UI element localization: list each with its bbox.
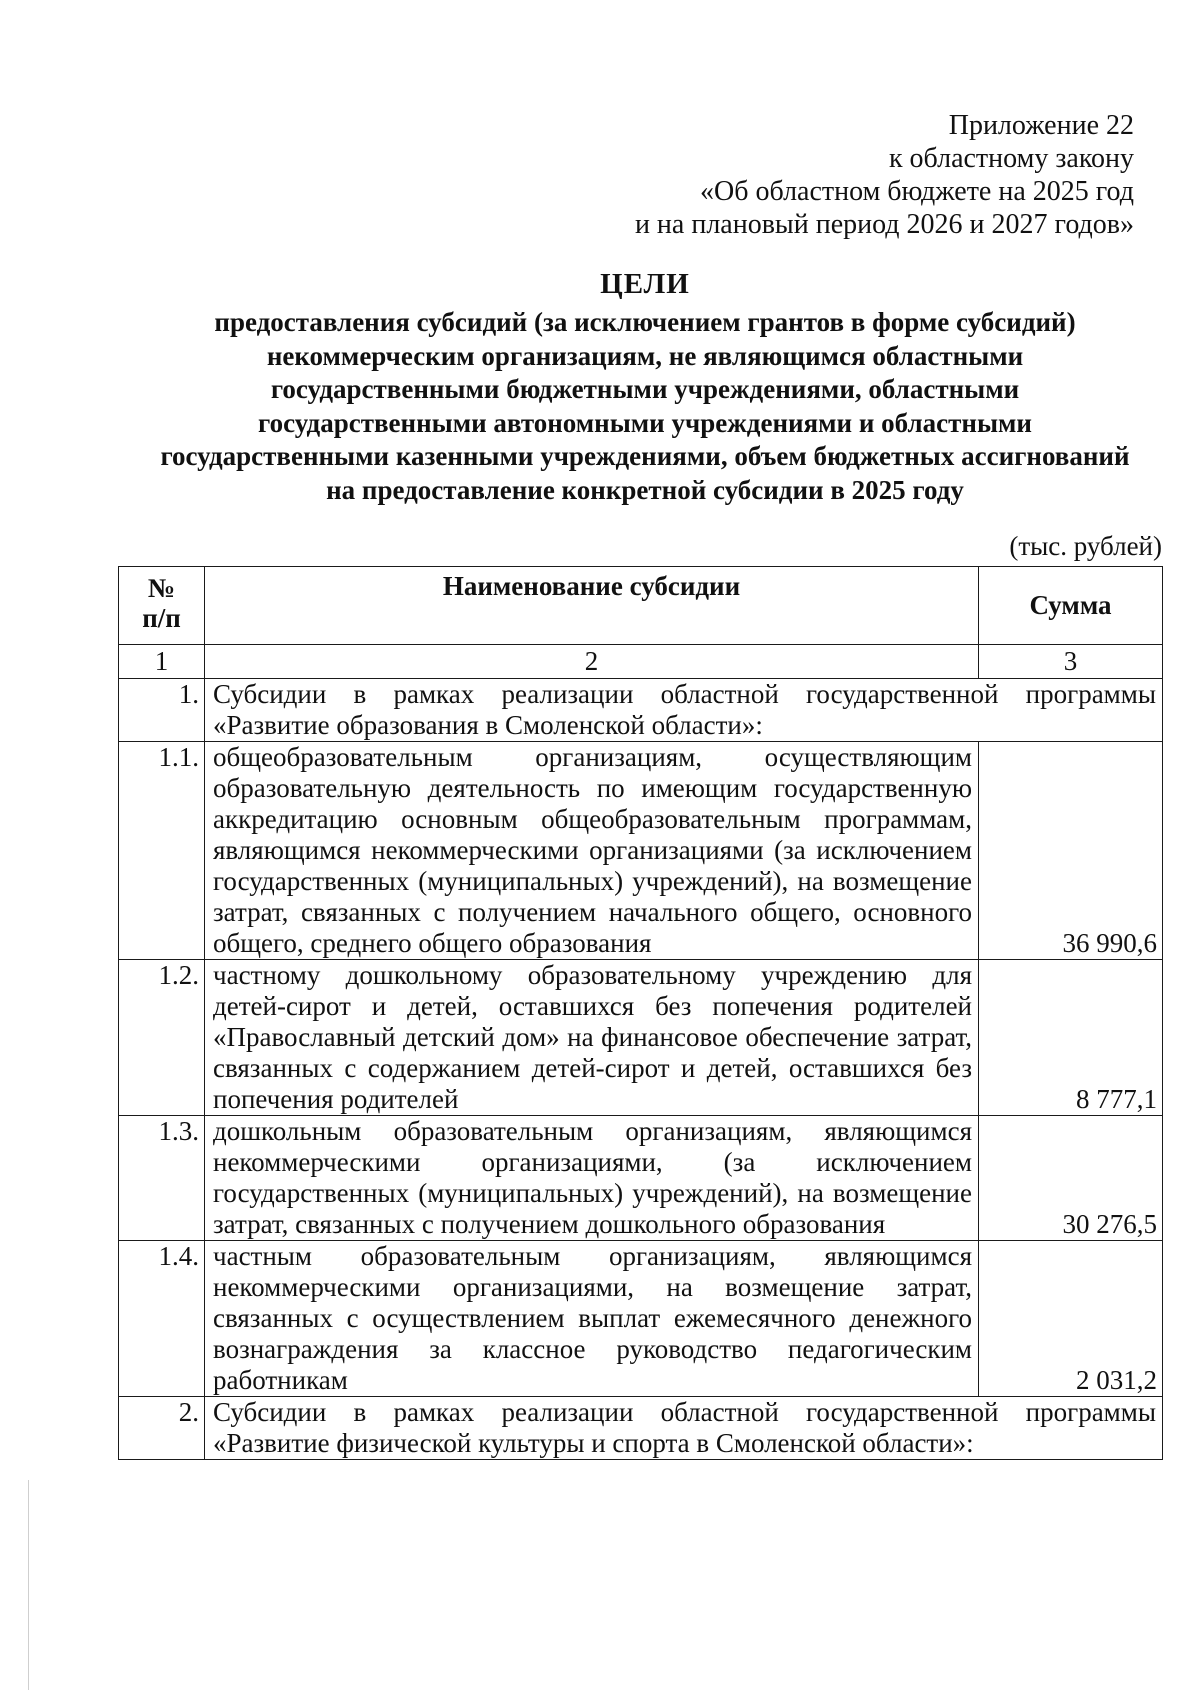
row-number: 1.1. bbox=[119, 742, 205, 960]
row-text: частному дошкольному образовательному учреждению для детей-сирот и детей, оставшихся без попечения родителей «Православный детский дом» на финансовое обеспечение затрат, связанных с содержанием детей-сирот и детей, оставшихся без попечения родителей bbox=[205, 960, 979, 1116]
row-text: частным образовательным организациям, являющимся некоммерческими организациями, на возмещение затрат, связанных с осуществлением выплат ежемесячного денежного вознаграждения за классное руководство педагогическим работникам bbox=[205, 1241, 979, 1397]
title-line: некоммерческим организациям, не являющимся областными bbox=[266, 340, 1024, 371]
row-text: Субсидии в рамках реализации областной государственной программы «Развитие образования в Смоленской области»: bbox=[205, 679, 1163, 742]
appendix-reference bbox=[635, 109, 1134, 241]
appendix-line: и на плановый период 2026 и 2027 годов» bbox=[634, 209, 1134, 240]
header-subsidy-name: Наименование субсидии bbox=[205, 567, 979, 645]
table-index-row bbox=[119, 645, 1163, 679]
row-text: общеобразовательным организациям, осуществляющим образовательную деятельность по имеющим государственную аккредитацию основным общеобразовательным программам, являющимся некоммерческими организациями (за исключением государственных (муниципальных) учреждений), на возмещение затрат, связанных с получением начального общего, основного общего, среднего общего образования bbox=[205, 742, 979, 960]
row-text: Субсидии в рамках реализации областной государственной программы «Развитие физической культуры и спорта в Смоленской области»: bbox=[205, 1397, 1163, 1460]
title-line: государственными автономными учреждениями и областными bbox=[258, 407, 1032, 438]
title-line: на предоставление конкретной субсидии в 2025 году bbox=[326, 474, 964, 505]
header-number: № п/п bbox=[119, 567, 205, 645]
row-number: 1. bbox=[119, 679, 205, 742]
row-text: дошкольным образовательным организациям, являющимся некоммерческими организациями, (за исключением государственных (муниципальных) учреждений), на возмещение затрат, связанных с получением дошкольного образования bbox=[205, 1116, 979, 1241]
row-sum: 8 777,1 bbox=[979, 960, 1163, 1116]
row-sum: 30 276,5 bbox=[979, 1116, 1163, 1241]
row-number: 1.3. bbox=[119, 1116, 205, 1241]
index-cell: 1 bbox=[119, 645, 205, 679]
table-row bbox=[119, 1397, 1163, 1460]
appendix-line: к областному закону bbox=[888, 143, 1134, 174]
header-sum: Сумма bbox=[979, 567, 1163, 645]
document-title bbox=[100, 266, 1190, 507]
title-subtitle bbox=[100, 306, 1190, 507]
row-number: 1.2. bbox=[119, 960, 205, 1116]
table-row bbox=[119, 1116, 1163, 1241]
title-line: предоставления субсидий (за исключением грантов в форме субсидий) bbox=[214, 307, 1076, 337]
appendix-line: Приложение 22 bbox=[948, 110, 1134, 141]
table-row bbox=[119, 679, 1163, 742]
table-row bbox=[119, 1241, 1163, 1397]
row-sum: 2 031,2 bbox=[979, 1241, 1163, 1397]
row-sum: 36 990,6 bbox=[979, 742, 1163, 960]
row-number: 1.4. bbox=[119, 1241, 205, 1397]
subsidies-table bbox=[118, 566, 1163, 1460]
title-main: ЦЕЛИ bbox=[600, 268, 690, 300]
table-row bbox=[119, 742, 1163, 960]
title-line: государственными казенными учреждениями, объем бюджетных ассигнований bbox=[160, 441, 1130, 471]
units-label: (тыс. рублей) bbox=[1009, 531, 1162, 561]
title-line: государственными бюджетными учреждениями, областными bbox=[270, 374, 1020, 404]
index-cell: 2 bbox=[205, 645, 979, 679]
appendix-line: «Об областном бюджете на 2025 год bbox=[700, 176, 1134, 207]
scan-edge-line bbox=[28, 1480, 29, 1690]
table-row bbox=[119, 960, 1163, 1116]
index-cell: 3 bbox=[979, 645, 1163, 679]
table-header-row bbox=[119, 567, 1163, 645]
row-number: 2. bbox=[119, 1397, 205, 1460]
